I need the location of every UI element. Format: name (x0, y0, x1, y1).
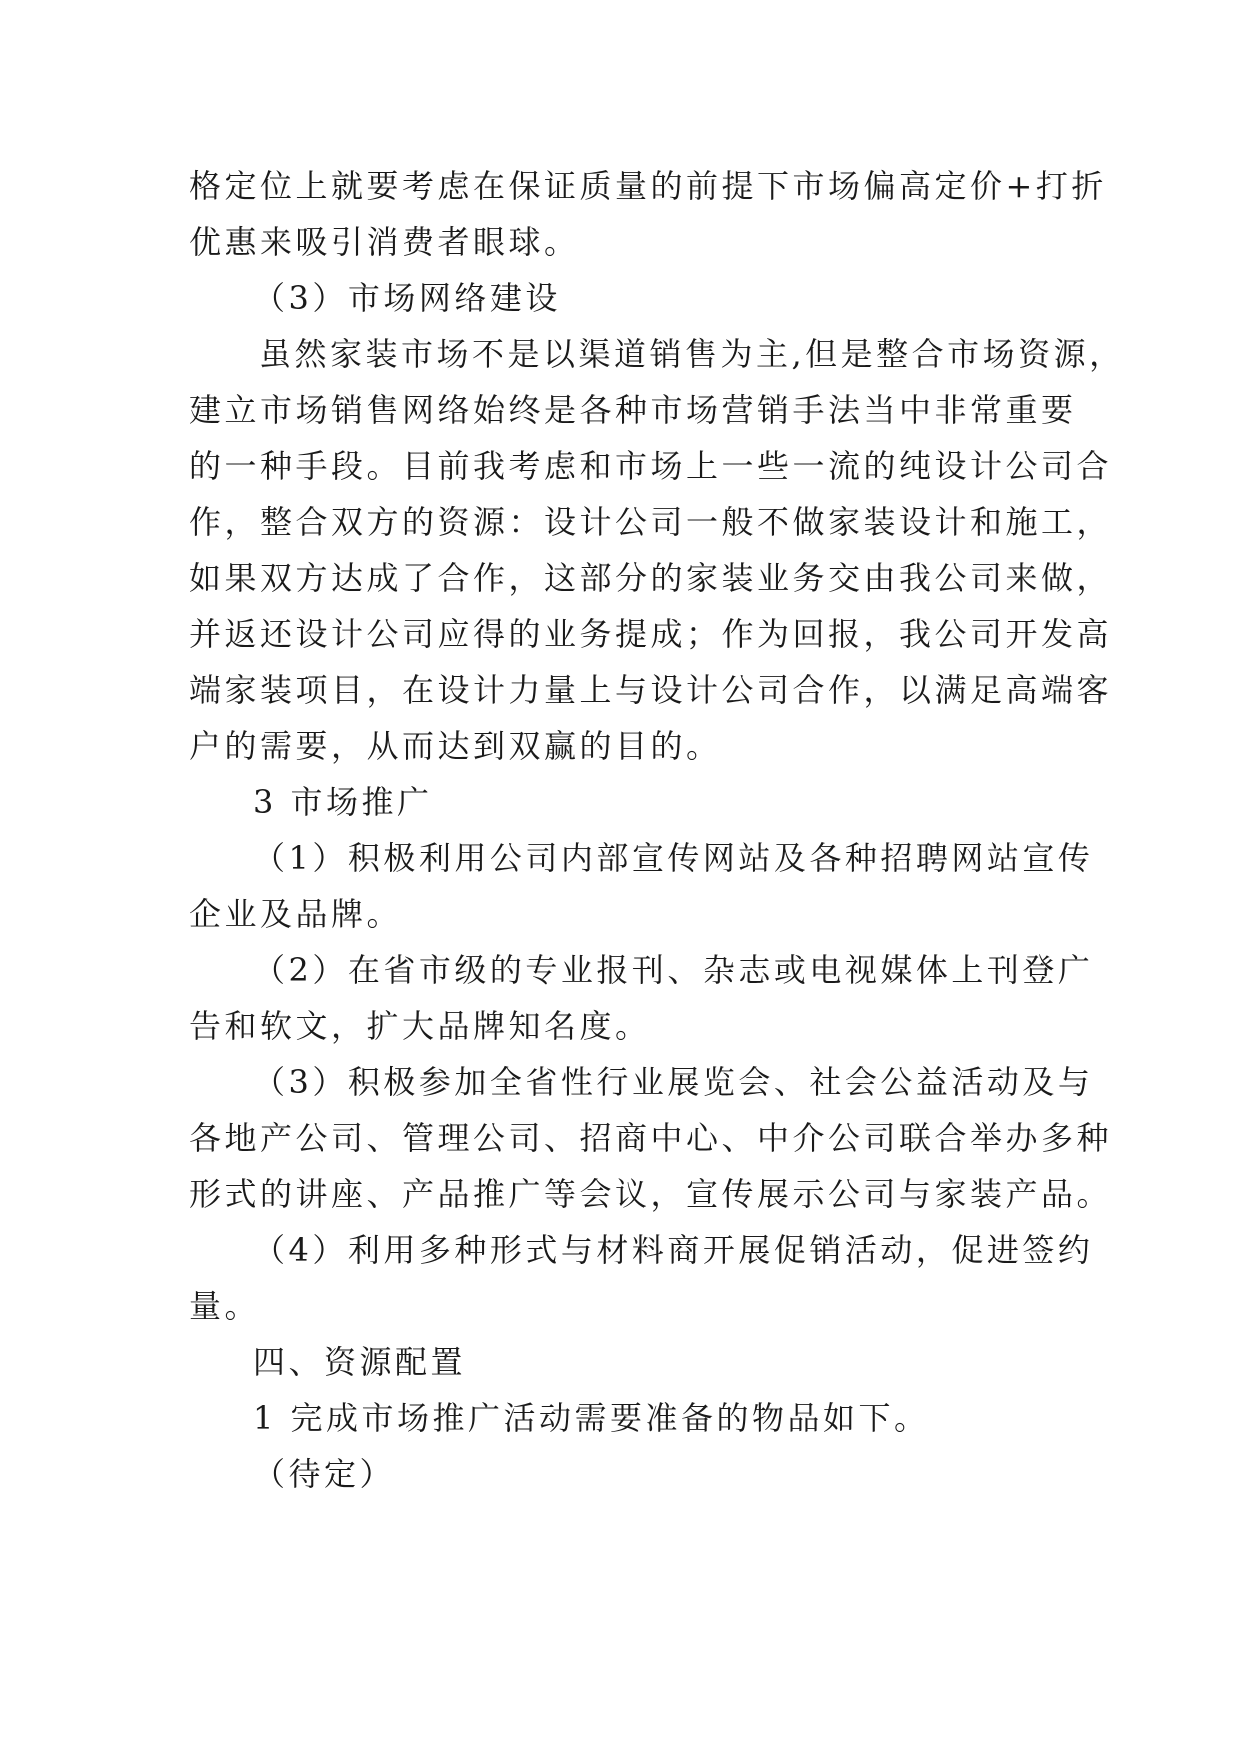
paragraph-line: 优惠来吸引消费者眼球。 (189, 223, 580, 261)
paragraph-line: 建立市场销售网络始终是各种市场营销手法当中非常重要 (189, 391, 1077, 429)
paragraph-line: 的一种手段。目前我考虑和市场上一些一流的纯设计公司合 (189, 447, 1113, 485)
paragraph-line: 告和软文，扩大品牌知名度。 (189, 1007, 651, 1045)
paragraph-line: （2）在省市级的专业报刊、杂志或电视媒体上刊登广 (253, 951, 1094, 989)
paragraph-line: 1 完成市场推广活动需要准备的物品如下。 (253, 1399, 930, 1437)
section-heading: （3）市场网络建设 (253, 279, 561, 317)
section-heading: 3 市场推广 (253, 783, 433, 821)
section-heading: 四、资源配置 (253, 1343, 467, 1381)
document-body (189, 158, 1125, 1502)
paragraph-line: 户的需要，从而达到双赢的目的。 (189, 727, 722, 765)
paragraph-line: 作，整合双方的资源：设计公司一般不做家装设计和施工， (189, 503, 1113, 541)
paragraph-line: （4）利用多种形式与材料商开展促销活动，促进签约 (253, 1231, 1094, 1269)
paragraph-line: （3）积极参加全省性行业展览会、社会公益活动及与 (253, 1063, 1094, 1101)
paragraph-line: （待定） (253, 1455, 396, 1493)
paragraph-line: 并返还设计公司应得的业务提成；作为回报，我公司开发高 (189, 615, 1113, 653)
paragraph-line: 量。 (189, 1287, 261, 1325)
paragraph-line: 各地产公司、管理公司、招商中心、中介公司联合举办多种 (189, 1119, 1113, 1157)
paragraph-line: （1）积极利用公司内部宣传网站及各种招聘网站宣传 (253, 839, 1094, 877)
paragraph-line: 形式的讲座、产品推广等会议，宣传展示公司与家装产品。 (189, 1175, 1113, 1213)
paragraph-line: 虽然家装市场不是以渠道销售为主,但是整合市场资源， (259, 335, 1125, 373)
paragraph-line: 如果双方达成了合作，这部分的家装业务交由我公司来做， (189, 559, 1113, 597)
paragraph-line: 企业及品牌。 (189, 895, 403, 933)
paragraph-line: 格定位上就要考虑在保证质量的前提下市场偏高定价+打折 (189, 167, 1107, 205)
paragraph-line: 端家装项目，在设计力量上与设计公司合作，以满足高端客 (189, 671, 1113, 709)
